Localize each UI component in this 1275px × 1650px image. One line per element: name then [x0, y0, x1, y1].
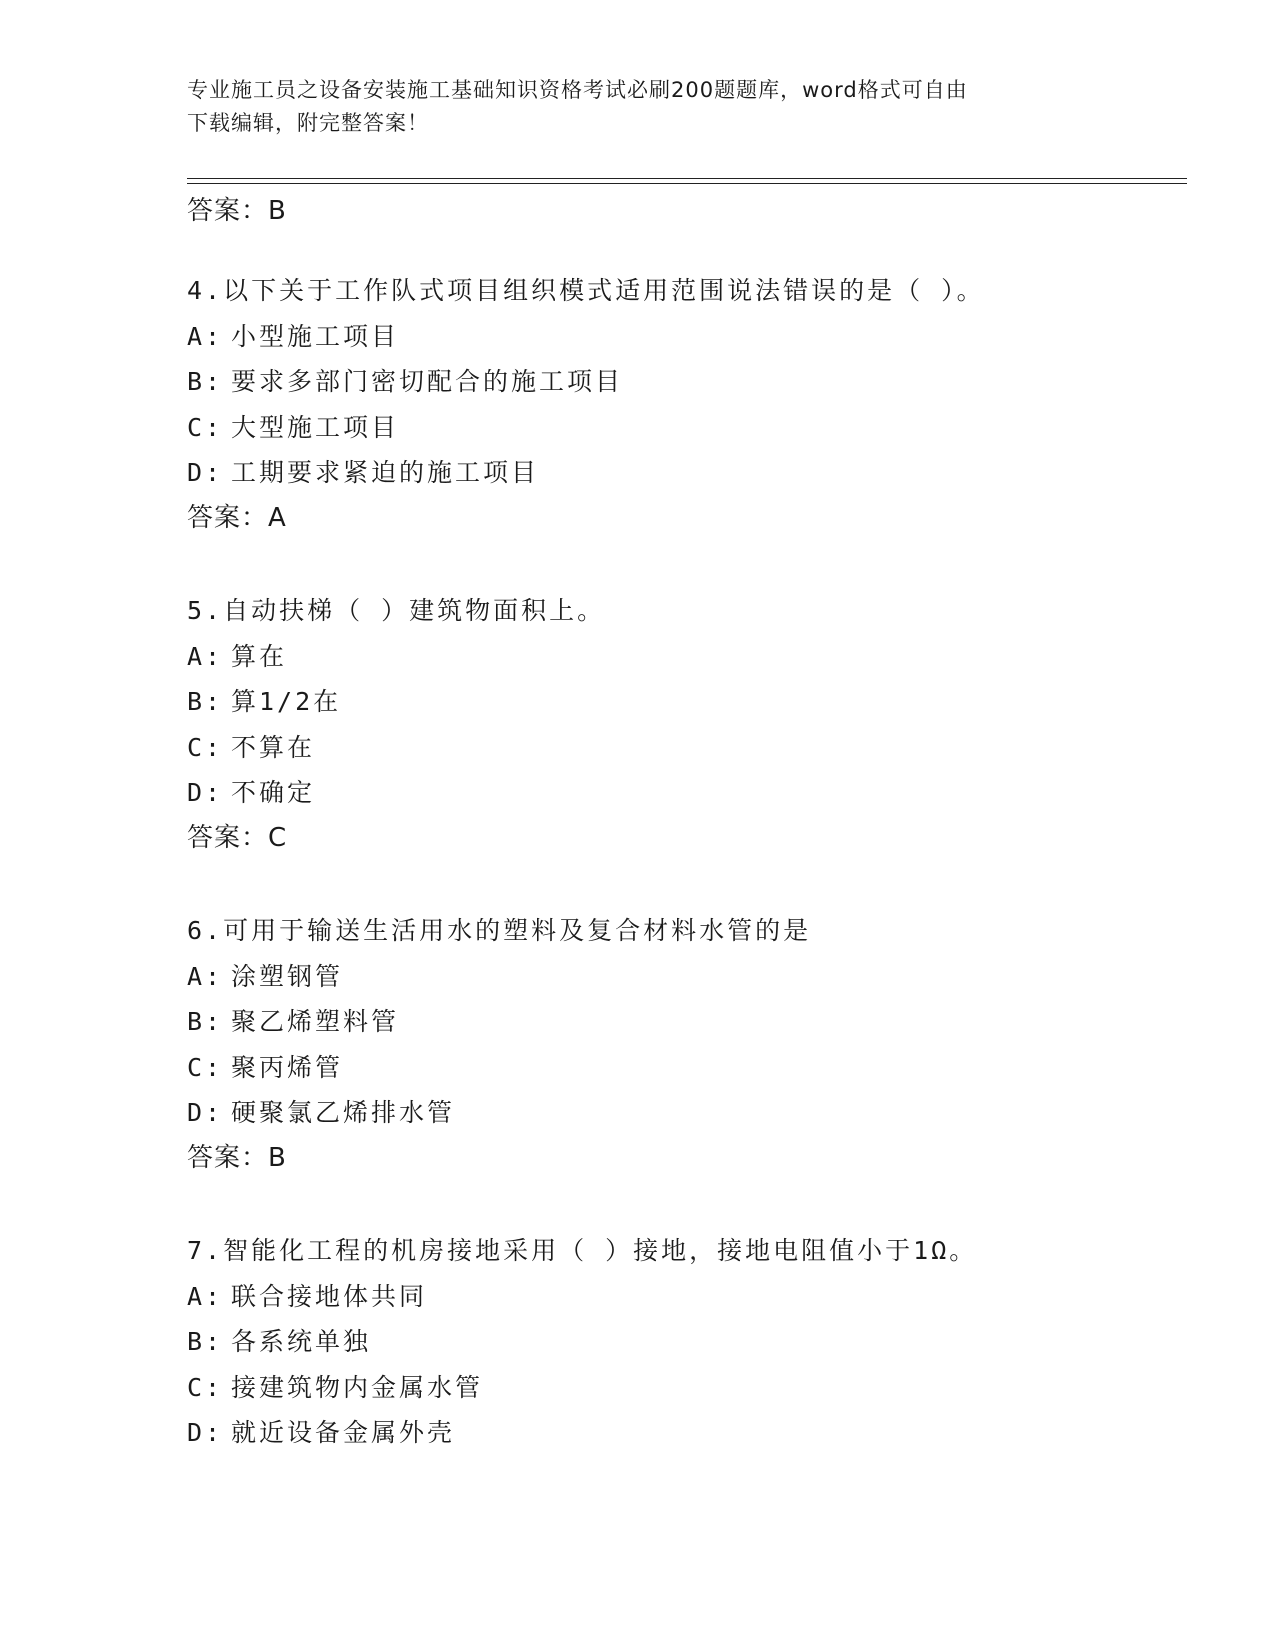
- option-d: D: 就近设备金属外壳: [187, 1418, 456, 1447]
- option-b: B: 各系统单独: [187, 1327, 372, 1356]
- option-d: D: 工期要求紧迫的施工项目: [187, 458, 540, 487]
- question-6: [187, 908, 1187, 1181]
- question-stem: 4.以下关于工作队式项目组织模式适用范围说法错误的是（ ）。: [187, 276, 985, 305]
- option-b: B: 要求多部门密切配合的施工项目: [187, 367, 624, 396]
- option-a: A: 小型施工项目: [187, 321, 400, 351]
- option-d: D: 不确定: [187, 778, 316, 807]
- option-a: A: 涂塑钢管: [187, 961, 344, 991]
- header-divider-bottom: [187, 183, 1187, 184]
- option-c: C: 接建筑物内金属水管: [187, 1372, 484, 1402]
- previous-answer: 答案：B: [187, 196, 287, 226]
- option-a: A: 算在: [187, 641, 288, 671]
- option-b: B: 聚乙烯塑料管: [187, 1007, 400, 1036]
- header-divider-top: [187, 178, 1187, 179]
- option-c: C: 大型施工项目: [187, 412, 400, 442]
- header-line-1: 专业施工员之设备安装施工基础知识资格考试必刷200题题库，word格式可自由: [187, 78, 968, 102]
- question-answer: 答案：A: [187, 502, 287, 533]
- option-b: B: 算1/2在: [187, 687, 342, 716]
- header-line-2: 下载编辑，附完整答案！: [187, 111, 429, 135]
- question-stem: 7.智能化工程的机房接地采用（ ）接地，接地电阻值小于1Ω。: [187, 1236, 978, 1265]
- question-7: [187, 1228, 1187, 1456]
- question-stem: 6.可用于输送生活用水的塑料及复合材料水管的是: [187, 916, 812, 945]
- question-answer: 答案：B: [187, 1142, 287, 1173]
- question-5: [187, 588, 1187, 861]
- option-a: A: 联合接地体共同: [187, 1281, 428, 1311]
- option-c: C: 聚丙烯管: [187, 1052, 344, 1082]
- option-d: D: 硬聚氯乙烯排水管: [187, 1098, 456, 1127]
- question-answer: 答案：C: [187, 822, 288, 853]
- option-c: C: 不算在: [187, 732, 316, 762]
- question-4: [187, 268, 1187, 541]
- question-stem: 5.自动扶梯（ ）建筑物面积上。: [187, 596, 606, 625]
- document-header: [187, 74, 1107, 140]
